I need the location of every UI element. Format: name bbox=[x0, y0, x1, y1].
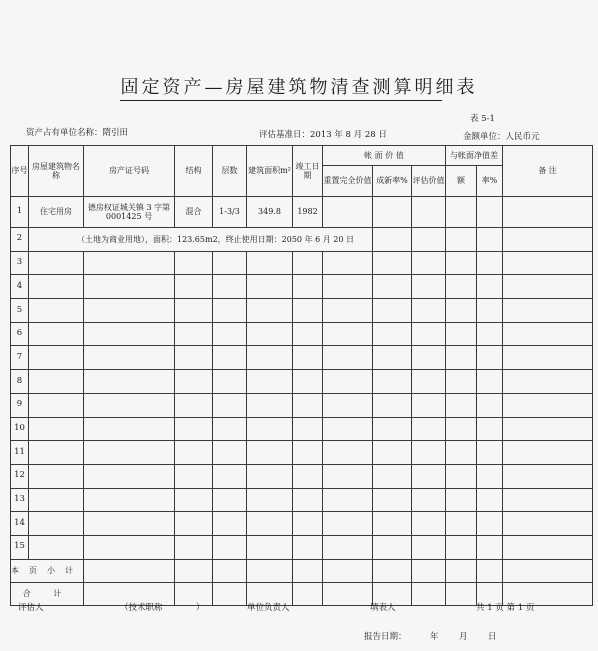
row-cell bbox=[213, 464, 247, 488]
row-cell bbox=[323, 275, 373, 299]
row-cell bbox=[293, 488, 323, 512]
header-diff: 与帐面净值差 bbox=[446, 146, 503, 166]
row-no: 4 bbox=[11, 275, 29, 299]
row-no: 10 bbox=[11, 417, 29, 441]
row-cell bbox=[175, 535, 213, 559]
table-row bbox=[11, 370, 593, 394]
row-cell bbox=[175, 464, 213, 488]
row-cell bbox=[412, 512, 446, 536]
row-cell bbox=[323, 441, 373, 465]
table-row bbox=[11, 197, 593, 228]
row-cell bbox=[477, 512, 503, 536]
table-row bbox=[11, 417, 593, 441]
row-cell bbox=[29, 251, 84, 275]
row-cell bbox=[373, 441, 412, 465]
row-cell bbox=[293, 559, 323, 582]
row-no: 6 bbox=[11, 322, 29, 346]
row-cell bbox=[213, 322, 247, 346]
row-cell bbox=[29, 417, 84, 441]
header-completion: 竣工日期 bbox=[293, 146, 323, 197]
header-diff-amount: 额 bbox=[446, 166, 477, 197]
row-cell bbox=[84, 417, 175, 441]
row-cell bbox=[373, 228, 412, 252]
row-cell bbox=[373, 346, 412, 370]
row-cell bbox=[503, 275, 593, 299]
row-cell bbox=[213, 582, 247, 605]
row-cell bbox=[503, 488, 593, 512]
row-cell bbox=[446, 464, 477, 488]
row-cell bbox=[293, 299, 323, 323]
row-cell bbox=[29, 370, 84, 394]
row-cell bbox=[373, 197, 412, 228]
row-cell bbox=[247, 559, 293, 582]
header-seq: 序号 bbox=[11, 146, 29, 197]
owner-name: 资产占有单位名称：隋引田 bbox=[26, 128, 129, 138]
row-cell bbox=[446, 417, 477, 441]
row-cell bbox=[503, 228, 593, 252]
row-no: 3 bbox=[11, 251, 29, 275]
row-cell bbox=[247, 251, 293, 275]
row-cell bbox=[477, 535, 503, 559]
row-cell bbox=[323, 535, 373, 559]
row-cell bbox=[446, 346, 477, 370]
row-cell bbox=[247, 441, 293, 465]
row-cell bbox=[477, 299, 503, 323]
row-cell bbox=[84, 464, 175, 488]
row-cell bbox=[477, 417, 503, 441]
row-no: 8 bbox=[11, 370, 29, 394]
row-cell bbox=[503, 197, 593, 228]
row-cell bbox=[373, 559, 412, 582]
row-cell bbox=[293, 512, 323, 536]
row-cell bbox=[323, 322, 373, 346]
row-cell bbox=[175, 346, 213, 370]
table-row bbox=[11, 535, 593, 559]
row-cell bbox=[503, 299, 593, 323]
row-cell bbox=[412, 393, 446, 417]
row-no: 1 bbox=[11, 197, 29, 228]
row-cell bbox=[175, 559, 213, 582]
row-cell bbox=[503, 535, 593, 559]
row-cell bbox=[84, 512, 175, 536]
row-cell bbox=[29, 512, 84, 536]
row-no: 7 bbox=[11, 346, 29, 370]
row-cell bbox=[293, 464, 323, 488]
table-row bbox=[11, 251, 593, 275]
row-cell bbox=[84, 275, 175, 299]
appraiser-label: 评估人 bbox=[18, 603, 44, 613]
row-cell bbox=[323, 197, 373, 228]
row-cell bbox=[412, 559, 446, 582]
row-cell bbox=[373, 417, 412, 441]
row-cell bbox=[29, 464, 84, 488]
row-no: 11 bbox=[11, 441, 29, 465]
row-cell bbox=[323, 417, 373, 441]
row-cell bbox=[412, 275, 446, 299]
row-cell bbox=[84, 251, 175, 275]
unit-head-label: 单位负责人 bbox=[247, 603, 290, 613]
row-cell bbox=[323, 559, 373, 582]
table-row bbox=[11, 512, 593, 536]
row-cell bbox=[84, 559, 175, 582]
report-year-label: 年 bbox=[430, 632, 439, 642]
row-cell bbox=[323, 346, 373, 370]
row-cell bbox=[503, 559, 593, 582]
title-underline bbox=[120, 100, 442, 101]
row-cell bbox=[412, 251, 446, 275]
row-cell bbox=[446, 370, 477, 394]
row-cell bbox=[373, 299, 412, 323]
row-cell bbox=[293, 275, 323, 299]
row-cell bbox=[29, 322, 84, 346]
row-cell bbox=[213, 275, 247, 299]
row-cell bbox=[503, 417, 593, 441]
table-row bbox=[11, 464, 593, 488]
header-diff-rate: 率% bbox=[477, 166, 503, 197]
row-cell bbox=[373, 370, 412, 394]
row-cell bbox=[213, 393, 247, 417]
row-cell bbox=[84, 488, 175, 512]
row-cell bbox=[503, 370, 593, 394]
row-cell bbox=[477, 464, 503, 488]
row-cell bbox=[323, 393, 373, 417]
row-cell bbox=[412, 346, 446, 370]
row-cell bbox=[477, 275, 503, 299]
table-row bbox=[11, 488, 593, 512]
base-date: 评估基准日：2013 年 8 月 28 日 bbox=[259, 130, 387, 140]
row-cert: 德房权证城关镇 3 字第 0001425 号 bbox=[84, 197, 175, 228]
header-row bbox=[11, 146, 593, 166]
row-cell bbox=[213, 346, 247, 370]
row-no: 2 bbox=[11, 228, 29, 252]
row-cell bbox=[175, 322, 213, 346]
row-cell bbox=[84, 535, 175, 559]
row-cell bbox=[446, 582, 477, 605]
row-no: 12 bbox=[11, 464, 29, 488]
report-month-label: 月 bbox=[459, 632, 468, 642]
row-cell bbox=[323, 370, 373, 394]
row-cell bbox=[412, 370, 446, 394]
row-cell bbox=[293, 535, 323, 559]
row-cell bbox=[247, 322, 293, 346]
row-cell bbox=[373, 275, 412, 299]
row-cell bbox=[247, 464, 293, 488]
row-cell bbox=[373, 322, 412, 346]
row-cell bbox=[175, 299, 213, 323]
row-cell bbox=[84, 441, 175, 465]
row-cell bbox=[247, 535, 293, 559]
header-area: 建筑面积m² bbox=[247, 146, 293, 197]
row-cell bbox=[412, 299, 446, 323]
row-cell bbox=[247, 488, 293, 512]
table-row bbox=[11, 346, 593, 370]
row-cell bbox=[446, 559, 477, 582]
row-cell bbox=[29, 299, 84, 323]
row-cell bbox=[293, 393, 323, 417]
currency-unit: 金额单位：人民币元 bbox=[463, 132, 540, 142]
row-cell bbox=[373, 251, 412, 275]
row-cell bbox=[503, 393, 593, 417]
filler-label: 填表人 bbox=[370, 603, 396, 613]
row-cell bbox=[213, 441, 247, 465]
row-cell bbox=[477, 488, 503, 512]
row-cell bbox=[247, 512, 293, 536]
row-cell bbox=[84, 299, 175, 323]
row-cell bbox=[412, 417, 446, 441]
row-cell bbox=[213, 251, 247, 275]
row-cell bbox=[175, 441, 213, 465]
row-cell bbox=[323, 488, 373, 512]
row-cell bbox=[323, 251, 373, 275]
header-replacement: 重置完全价值 bbox=[323, 166, 373, 197]
row-cell bbox=[175, 582, 213, 605]
row-cell bbox=[247, 417, 293, 441]
row-no: 13 bbox=[11, 488, 29, 512]
row-cell bbox=[446, 512, 477, 536]
row-cell bbox=[446, 197, 477, 228]
row-cell bbox=[446, 488, 477, 512]
row-cell bbox=[247, 393, 293, 417]
row-cell bbox=[84, 322, 175, 346]
row-no: 14 bbox=[11, 512, 29, 536]
table-row bbox=[11, 441, 593, 465]
row-cell bbox=[446, 535, 477, 559]
row-cell bbox=[446, 275, 477, 299]
row-cell bbox=[247, 370, 293, 394]
header-appraised: 评估价值 bbox=[412, 166, 446, 197]
row-cell bbox=[373, 393, 412, 417]
row-cell bbox=[373, 464, 412, 488]
row-cell bbox=[29, 488, 84, 512]
row-year: 1982 bbox=[293, 197, 323, 228]
row-cell bbox=[477, 346, 503, 370]
row-cell bbox=[323, 512, 373, 536]
row-cell bbox=[247, 346, 293, 370]
row-cell bbox=[477, 228, 503, 252]
row-cell bbox=[84, 393, 175, 417]
row-cell bbox=[477, 441, 503, 465]
row-cell bbox=[293, 370, 323, 394]
header-book-value: 帐 面 价 值 bbox=[323, 146, 446, 166]
row-cell bbox=[373, 488, 412, 512]
row-cell bbox=[477, 393, 503, 417]
row-cell bbox=[446, 251, 477, 275]
row-cell bbox=[323, 299, 373, 323]
row-no: 15 bbox=[11, 535, 29, 559]
header-newness: 成新率% bbox=[373, 166, 412, 197]
row-cell bbox=[412, 464, 446, 488]
row-cell bbox=[446, 299, 477, 323]
row-structure: 混合 bbox=[175, 197, 213, 228]
row-area: 349.8 bbox=[247, 197, 293, 228]
row-cell bbox=[29, 441, 84, 465]
row-cell bbox=[503, 251, 593, 275]
row-cell bbox=[323, 464, 373, 488]
header-floors: 层数 bbox=[213, 146, 247, 197]
row-no: 9 bbox=[11, 393, 29, 417]
row-cell bbox=[373, 535, 412, 559]
page-title: 固定资产—房屋建筑物清查测算明细表 bbox=[120, 77, 478, 98]
report-day-label: 日 bbox=[488, 632, 497, 642]
header-name: 房屋建筑物名 称 bbox=[29, 146, 84, 197]
row-cell bbox=[293, 417, 323, 441]
header-remark: 备 注 bbox=[503, 146, 593, 197]
row-cell bbox=[477, 322, 503, 346]
table-row bbox=[11, 299, 593, 323]
row-cell bbox=[503, 322, 593, 346]
row-cell bbox=[446, 441, 477, 465]
row-cell bbox=[175, 512, 213, 536]
row-cell bbox=[412, 228, 446, 252]
row-cell bbox=[412, 441, 446, 465]
technical-title-close: ） bbox=[196, 603, 205, 613]
row-cell bbox=[213, 417, 247, 441]
page-count: 共 1 页 第 1 页 bbox=[476, 603, 535, 613]
row-cell bbox=[446, 322, 477, 346]
row-no: 5 bbox=[11, 299, 29, 323]
form-number: 表 5-1 bbox=[470, 114, 495, 124]
row-cell bbox=[175, 417, 213, 441]
row-cell bbox=[213, 559, 247, 582]
header-structure: 结构 bbox=[175, 146, 213, 197]
row-cell bbox=[412, 322, 446, 346]
row-cell bbox=[446, 228, 477, 252]
row-cell bbox=[446, 393, 477, 417]
table-row bbox=[11, 393, 593, 417]
asset-table bbox=[10, 145, 593, 606]
subtotal-row bbox=[11, 559, 593, 582]
row-cell bbox=[175, 488, 213, 512]
row-cell bbox=[477, 559, 503, 582]
row-cell bbox=[29, 275, 84, 299]
row-cell bbox=[175, 251, 213, 275]
row-cell bbox=[477, 251, 503, 275]
row-cell bbox=[213, 299, 247, 323]
row-cell bbox=[29, 393, 84, 417]
table-row bbox=[11, 322, 593, 346]
row-cell bbox=[293, 582, 323, 605]
row-cell bbox=[84, 370, 175, 394]
row-name: 住宅用房 bbox=[29, 197, 84, 228]
technical-title-label: （技术职称 bbox=[120, 603, 163, 613]
row-cell bbox=[503, 464, 593, 488]
row-cell bbox=[247, 275, 293, 299]
row-floors: 1-3/3 bbox=[213, 197, 247, 228]
row-cell bbox=[477, 370, 503, 394]
row-cell bbox=[213, 535, 247, 559]
row-cell bbox=[29, 535, 84, 559]
row-cell bbox=[247, 299, 293, 323]
row-cell bbox=[412, 488, 446, 512]
row-cell bbox=[412, 535, 446, 559]
row-cell bbox=[373, 512, 412, 536]
row-cell bbox=[213, 370, 247, 394]
row-cell bbox=[84, 346, 175, 370]
row-cell bbox=[293, 346, 323, 370]
row-cell bbox=[175, 370, 213, 394]
row-cell bbox=[412, 582, 446, 605]
row-cell bbox=[503, 512, 593, 536]
row-cell bbox=[323, 582, 373, 605]
total-label: 合 计 bbox=[11, 582, 84, 605]
row-cell bbox=[477, 197, 503, 228]
row-cell bbox=[213, 488, 247, 512]
row-cell bbox=[503, 346, 593, 370]
report-date-label: 报告日期： bbox=[364, 632, 407, 642]
land-note: （土地为商业用地），面积：123.65m2，终止使用日期：2050 年 6 月 20 日 bbox=[29, 228, 373, 252]
header-cert: 房产证号码 bbox=[84, 146, 175, 197]
table-row bbox=[11, 275, 593, 299]
row-cell bbox=[29, 346, 84, 370]
row-cell bbox=[175, 275, 213, 299]
subtotal-label: 本页小计 bbox=[11, 559, 84, 582]
row-cell bbox=[412, 197, 446, 228]
row-cell bbox=[293, 441, 323, 465]
row-cell bbox=[293, 251, 323, 275]
row-cell bbox=[293, 322, 323, 346]
row-cell bbox=[213, 512, 247, 536]
row-cell bbox=[503, 441, 593, 465]
row-cell bbox=[175, 393, 213, 417]
table-row bbox=[11, 228, 593, 252]
